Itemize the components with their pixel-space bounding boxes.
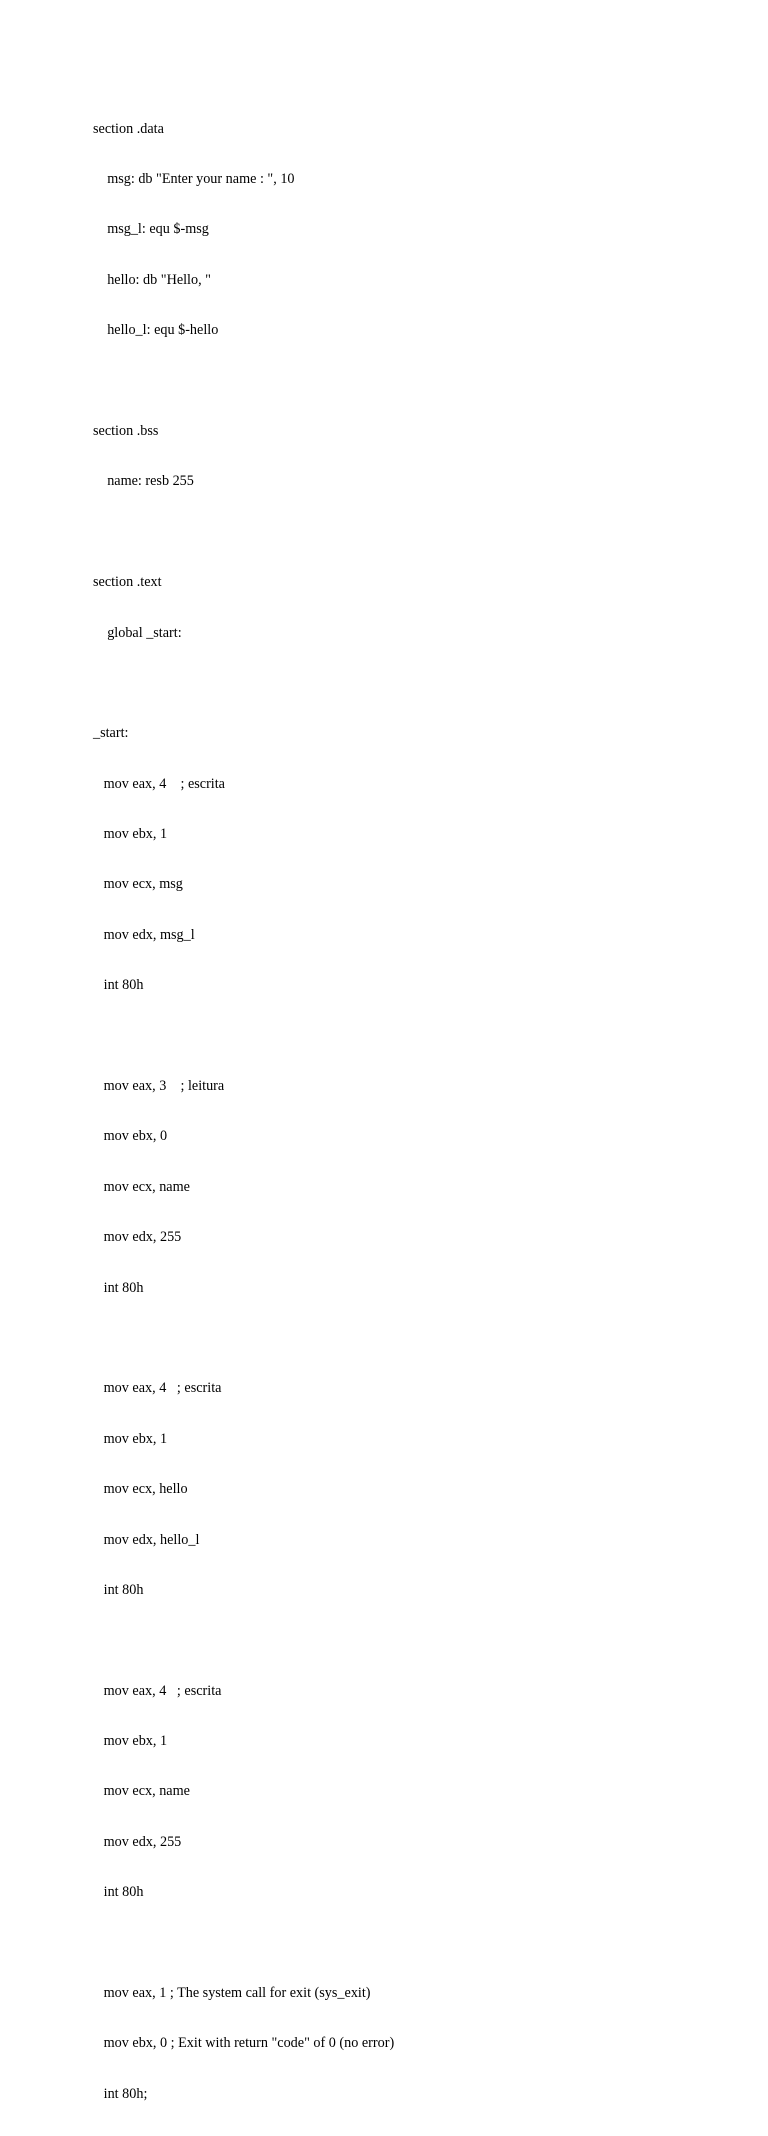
code-line: msg: db "Enter your name : ", 10 [93, 170, 295, 187]
code-line: hello_l: equ $-hello [93, 322, 219, 339]
code-line: int 80h [93, 1279, 144, 1296]
code-line [93, 675, 394, 692]
code-line: mov edx, 255 [93, 1833, 182, 1850]
code-line: mov ebx, 1 [93, 1430, 168, 1447]
code-line: mov edx, 255 [93, 1229, 182, 1246]
code-line [93, 1632, 394, 1649]
code-line: section .bss [93, 422, 159, 439]
code-line: int 80h [93, 1884, 144, 1901]
code-line: mov edx, msg_l [93, 926, 195, 943]
code-line: name: resb 255 [93, 473, 194, 490]
code-line: mov eax, 4 ; escrita [93, 1380, 222, 1397]
code-line: mov ecx, name [93, 1178, 190, 1195]
code-line: mov ebx, 0 ; Exit with return "code" of 0 (no error) [93, 2035, 395, 2052]
code-line [93, 1028, 394, 1045]
code-line [93, 1935, 394, 1952]
code-line: mov eax, 1 ; The system call for exit (sys_exit) [93, 1985, 371, 2002]
code-line: mov ecx, msg [93, 876, 183, 893]
code-line: mov eax, 4 ; escrita [93, 1682, 222, 1699]
code-line: hello: db "Hello, " [93, 271, 211, 288]
code-line [93, 1330, 394, 1347]
code-line [93, 524, 394, 541]
code-line: mov edx, hello_l [93, 1531, 200, 1548]
code-line: mov ebx, 0 [93, 1128, 168, 1145]
code-line: mov eax, 3 ; leitura [93, 1078, 225, 1095]
code-line: int 80h [93, 1581, 144, 1598]
code-line: mov ebx, 1 [93, 1733, 168, 1750]
code-line: mov ecx, name [93, 1783, 190, 1800]
code-line: msg_l: equ $-msg [93, 221, 209, 238]
code-line: _start: [93, 725, 129, 742]
code-line: mov ecx, hello [93, 1481, 188, 1498]
code-line: int 80h [93, 977, 144, 994]
code-line: mov eax, 4 ; escrita [93, 775, 225, 792]
code-line [93, 373, 394, 390]
code-line: section .text [93, 574, 162, 591]
code-line: global _start: [93, 624, 182, 641]
code-line: int 80h; [93, 2085, 148, 2102]
code-line: mov ebx, 1 [93, 826, 168, 843]
code-line: section .data [93, 120, 164, 137]
assembly-code-block [93, 87, 394, 2136]
